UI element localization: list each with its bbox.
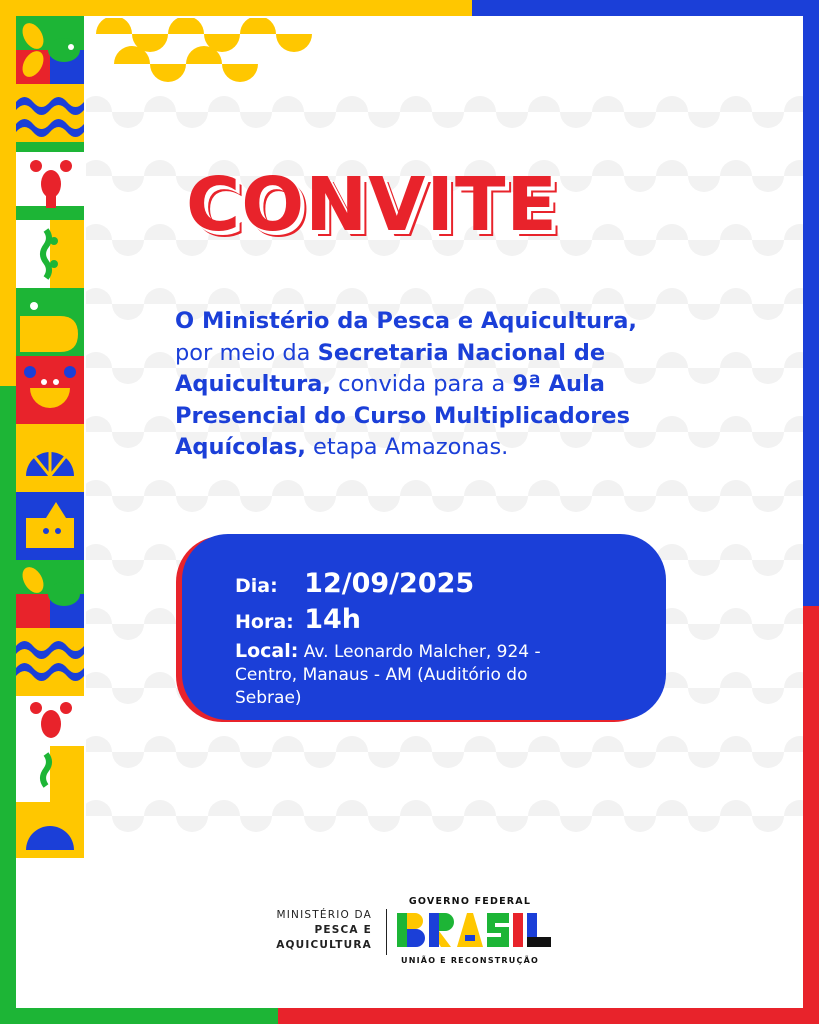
location-label: Local: <box>235 640 299 662</box>
footer-divider <box>386 909 387 955</box>
frame-top-yellow <box>0 0 472 16</box>
wave-icon <box>16 628 84 696</box>
location-row <box>235 640 595 710</box>
time-row <box>235 604 361 635</box>
invitation-text <box>175 306 715 464</box>
event-info-box <box>182 534 666 720</box>
date-row <box>235 568 474 599</box>
seaweed-icon <box>16 746 84 802</box>
brasil-logo <box>395 911 555 949</box>
time-value: 14h <box>304 604 361 635</box>
leaf-icon <box>16 560 84 628</box>
course-name: 9ª Aula Presencial do Curso Multiplicadores Aquícolas, <box>175 371 630 460</box>
invitation-title: CONVITE <box>186 162 558 248</box>
date-value: 12/09/2025 <box>304 568 475 599</box>
shell-icon <box>16 424 84 492</box>
intro-stage: etapa Amazonas. <box>305 434 509 460</box>
gov-bottom-text: UNIÃO E RECONSTRUÇÃO <box>401 956 539 965</box>
gov-top-text: GOVERNO FEDERAL <box>408 896 532 907</box>
government-logo <box>395 896 555 970</box>
fish-icon <box>16 288 84 356</box>
frame-bottom-red <box>278 1008 819 1024</box>
lobster-icon <box>16 152 84 220</box>
location-value: Av. Leonardo Malcher, 924 - Centro, Manaus - AM (Auditório do Sebrae) <box>235 642 541 708</box>
frame-left-yellow <box>0 0 16 386</box>
ministry-line-3: AQUICULTURA <box>276 939 372 951</box>
decorative-tile-strip <box>16 16 84 858</box>
frame-bottom-green <box>0 1008 278 1024</box>
seaweed-icon <box>16 220 84 288</box>
time-label: Hora: <box>235 611 294 633</box>
wave-icon <box>16 84 84 152</box>
frame-top-blue <box>472 0 819 16</box>
lobster-icon <box>16 696 84 746</box>
frame-left-green <box>0 386 16 1024</box>
intro-invite: convida para a <box>330 371 513 397</box>
secretariat-name: Secretaria Nacional de Aquicultura, <box>175 339 606 397</box>
ministry-logo-text <box>248 908 372 953</box>
yellow-wave-decoration <box>96 18 326 82</box>
leaf-icon <box>16 16 84 84</box>
ministry-line-2: PESCA E <box>314 924 372 936</box>
ministry-line-1: MINISTÉRIO DA <box>276 909 372 921</box>
invitation-card <box>16 16 803 1008</box>
date-label: Dia: <box>235 575 278 597</box>
shell-icon <box>16 802 84 858</box>
frame-right-blue <box>803 0 819 606</box>
ministry-name: O Ministério da Pesca e Aquicultura, <box>175 308 637 334</box>
intro-connector: por meio da <box>175 339 318 366</box>
frame-right-red <box>803 606 819 1024</box>
crab-icon <box>16 356 84 424</box>
